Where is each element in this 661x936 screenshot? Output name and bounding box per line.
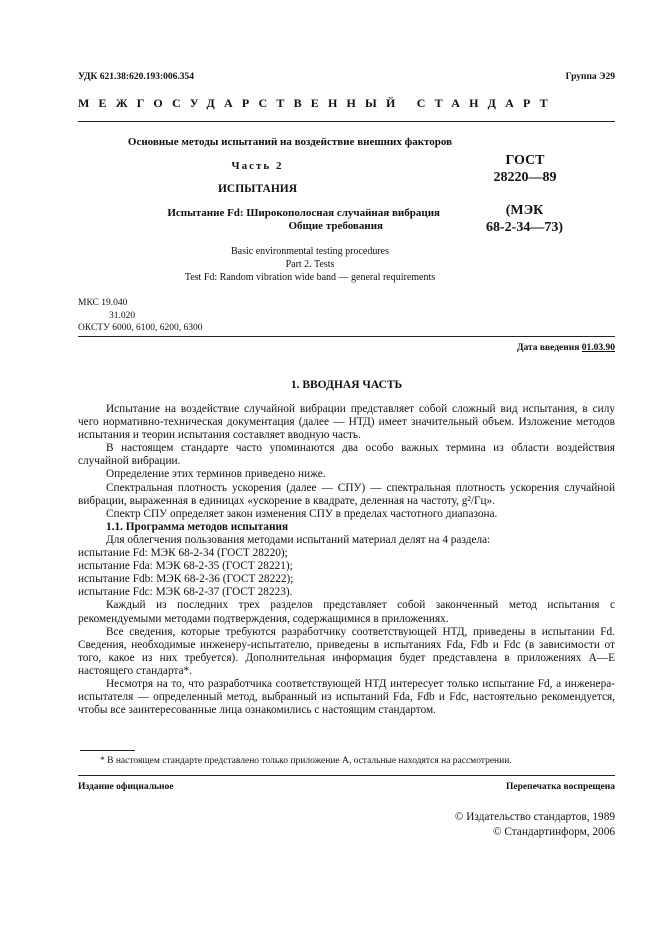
footer-divider: [78, 775, 615, 776]
udk-code: УДК 621.38:620.193:006.354: [78, 72, 195, 82]
mks-code: МКС 19.040: [78, 298, 128, 308]
group-code: Группа Э29: [565, 72, 615, 82]
iec-line1: (МЭК: [505, 203, 544, 218]
english-title-line1: Basic environmental testing procedures: [230, 246, 389, 257]
paragraph: Спектральная плотность ускорения (далее — СПУ) — спектральная плотность ускорения случайной вибрации, выраженная в единицах «ускорение в квадрате, деленная на частоту, g²/Гц».: [78, 481, 615, 507]
copyright-block: [455, 810, 615, 839]
copyright-line1: © Издательство стандартов, 1989: [454, 811, 615, 823]
english-title-line2: Part 2. Tests: [285, 259, 335, 270]
edition-label: Издание официальное: [78, 782, 174, 792]
okstu-code: ОКСТУ 6000, 6100, 6200, 6300: [78, 323, 203, 333]
test-fd-line2: Общие требования: [288, 220, 383, 232]
mks-code-second: 31.020: [109, 310, 136, 321]
copyright-line2: © Стандартинформ, 2006: [492, 825, 615, 838]
english-title-line3: Test Fd: Random vibration wide band — general requirements: [184, 272, 436, 283]
paragraph: Несмотря на то, что разработчика соответствующей НТД интересует только испытание Fd, а инженера-испытателя — определенный метод, выбранный из испытаний Fda, Fdb и Fdc, настоятельно рекомендуется, чтобы все заинтересованные лица ознакомились с настоящим стандартом.: [78, 677, 615, 717]
gost-number: 28220—89: [493, 170, 557, 185]
effective-date-value: 01.03.90: [581, 343, 615, 353]
subsection-heading: 1.1. Программа методов испытания: [106, 520, 289, 533]
tests-label: ИСПЫТАНИЯ: [217, 183, 298, 195]
list-item: испытание Fdb: МЭК 68-2-36 (ГОСТ 28222);: [78, 573, 294, 586]
paragraph: Определение этих терминов приведено ниже.: [106, 468, 326, 481]
iec-designation: [462, 202, 587, 236]
english-title: [90, 245, 530, 284]
standard-banner: МЕЖГОСУДАРСТВЕННЫЙ СТАНДАРТ: [78, 96, 557, 110]
effective-date-label: Дата введения: [516, 343, 580, 353]
paragraph: Для облегчения пользования методами испытаний материал делят на 4 раздела:: [106, 533, 491, 546]
header-divider: [78, 121, 615, 122]
document-title: Основные методы испытаний на воздействие внешних факторов: [127, 136, 453, 148]
paragraph: Спектр СПУ определяет закон изменения СПУ в пределах частотного диапазона.: [106, 507, 498, 520]
list-item: испытание Fd: МЭК 68-2-34 (ГОСТ 28220);: [78, 547, 288, 560]
iec-line2: 68-2-34—73): [486, 220, 563, 235]
footnote: * В настоящем стандарте представлено только приложение А, остальные находятся на рассмотрении.: [100, 756, 512, 766]
part-label: Часть 2: [231, 160, 284, 172]
classification-codes: [78, 297, 202, 335]
paragraph: Каждый из последних трех разделов представляет собой законченный метод испытания с рекомендуемыми методами подтверждения, содержащимися в приложениях.: [78, 599, 615, 625]
list-item: испытание Fda: МЭК 68-2-35 (ГОСТ 28221);: [78, 560, 293, 573]
test-fd-title: [120, 207, 440, 233]
gost-designation: [470, 152, 580, 186]
reprint-notice: Перепечатка воспрещена: [505, 782, 615, 792]
paragraph: Испытание на воздействие случайной вибрации представляет собой сложный вид испытания, в силу чего нормативно-техническая документация (далее — НТД) имеет значительный объем. Изложение методов испытания и теории испытания составляет вводную часть.: [78, 403, 615, 442]
list-item: испытание Fdc: МЭК 68-2-37 (ГОСТ 28223).: [78, 586, 293, 599]
gost-label: ГОСТ: [505, 153, 545, 168]
test-fd-line1: Испытание Fd: Широкополосная случайная вибрация: [167, 207, 440, 219]
section-body: [78, 403, 615, 717]
footnote-divider: [80, 750, 135, 751]
paragraph: Все сведения, которые требуются разработчику соответствующей НТД, приведены в испытании Fd. Сведения, необходимые инженеру-испытателю, приведены в испытаниях Fda, Fdb и Fdc (в зависимости от того, какое из них требуется). Дополнительная информация будет представлена в приложениях А—Е настоящего стандарта*.: [78, 625, 615, 677]
paragraph: В настоящем стандарте часто упоминаются два особо важных термина из области воздействия случайной вибрации.: [78, 442, 615, 468]
codes-divider: [78, 336, 615, 337]
effective-date: [517, 343, 615, 353]
section-heading: 1. ВВОДНАЯ ЧАСТЬ: [290, 379, 403, 391]
